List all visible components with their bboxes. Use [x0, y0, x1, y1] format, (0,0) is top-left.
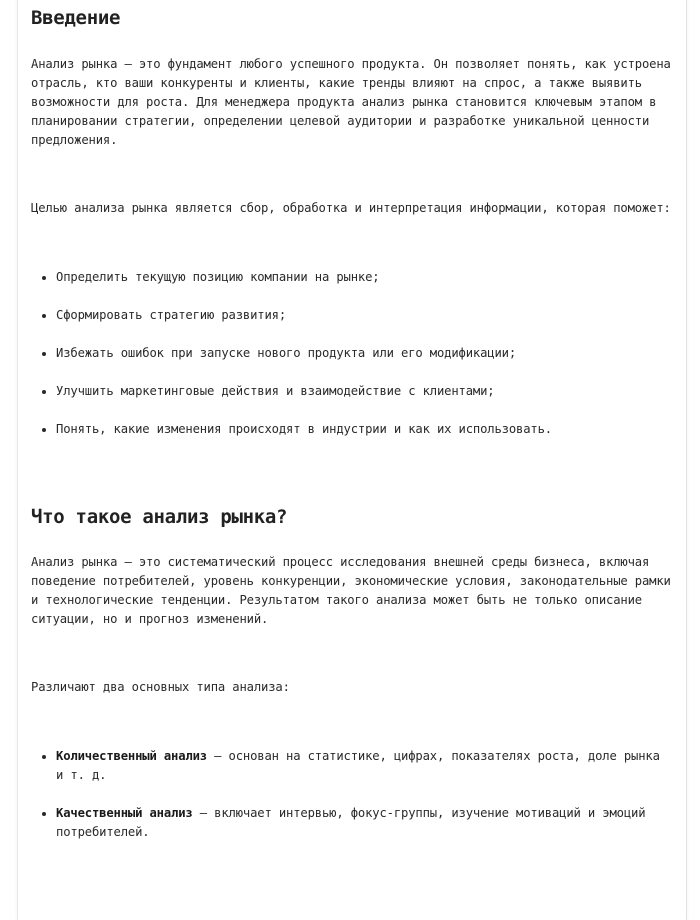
description-qualitative: — включает интервью, фокус-группы, изучение мотиваций и эмоций потребителей.: [56, 806, 646, 839]
description-quantitative: — основан на статистике, цифрах, показателях роста, доле рынка и т. д.: [56, 749, 660, 782]
analysis-types-list: [31, 747, 671, 842]
section-heading-introduction: Введение: [31, 7, 121, 29]
list-item: Улучшить маркетинговые действия и взаимодействие с клиентами;: [56, 382, 671, 401]
list-item: Понять, какие изменения происходят в индустрии и как их использовать.: [56, 420, 671, 439]
intro-paragraph: Анализ рынка — это фундамент любого успешного продукта. Он позволяет понять, как устроена отрасль, кто ваши конкуренты и клиенты, какие тренды влияют на спрос, а также выявить возможности для роста. Для менеджера продукта анализ рынка становится ключевым этапом в планировании стратегии, определении целевой аудитории и разработке уникальной ценности предложения.: [31, 57, 671, 147]
term-qualitative: Качественный анализ: [56, 806, 193, 820]
section-heading-what-is-market-analysis: Что такое анализ рынка?: [31, 506, 288, 528]
list-item: Избежать ошибок при запуске нового продукта или его модификации;: [56, 344, 671, 363]
list-item-quantitative: [56, 747, 671, 785]
list-item: Определить текущую позицию компании на рынке;: [56, 268, 671, 287]
list-item-qualitative: [56, 804, 671, 842]
goals-list: [31, 268, 671, 439]
types-intro-paragraph: Различают два основных типа анализа:: [31, 680, 290, 694]
goal-paragraph: Целью анализа рынка является сбор, обработка и интерпретация информации, которая поможет:: [31, 201, 671, 215]
list-item: Сформировать стратегию развития;: [56, 306, 671, 325]
term-quantitative: Количественный анализ: [56, 749, 207, 763]
definition-paragraph: Анализ рынка — это систематический процесс исследования внешней среды бизнеса, включая поведение потребителей, уровень конкуренции, экономические условия, законодательные рамки и технологические тенденции. Результатом такого анализа может быть не только описание ситуации, но и прогноз изменений.: [31, 555, 671, 626]
